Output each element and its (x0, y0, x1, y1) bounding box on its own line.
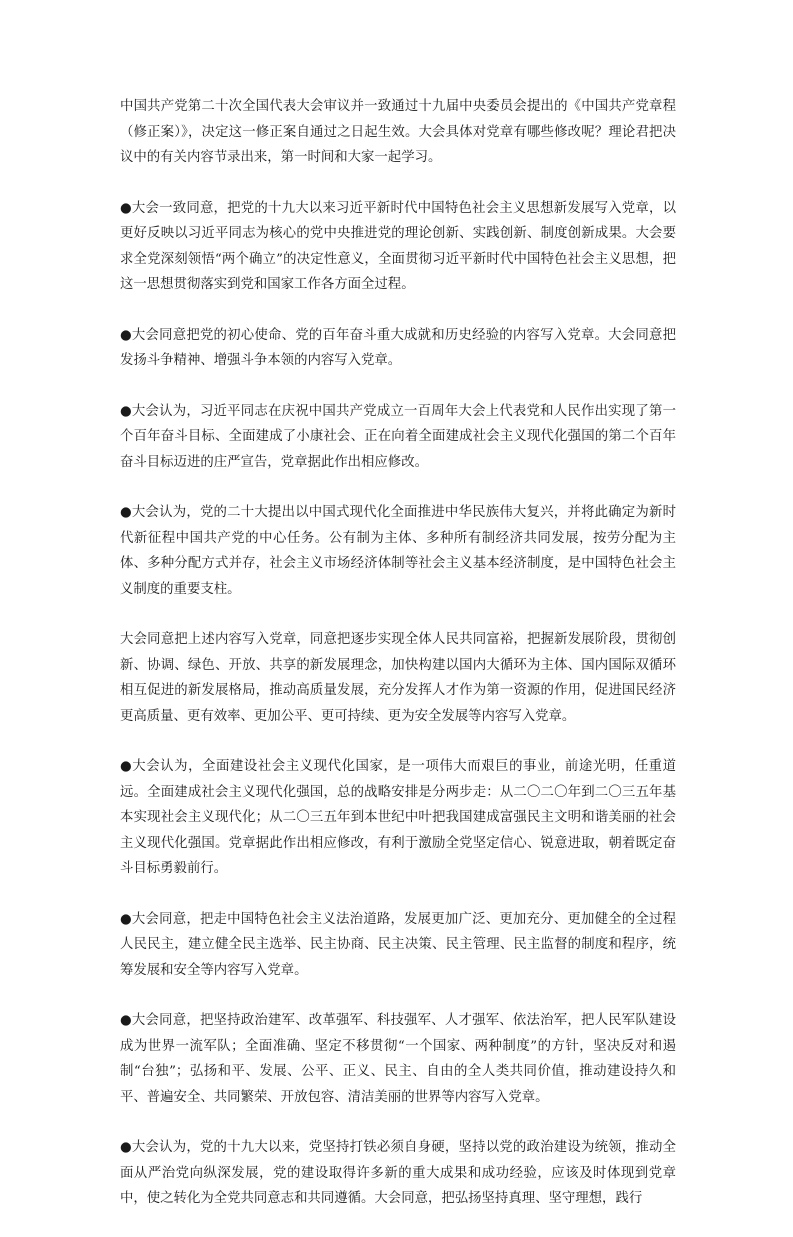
resolution-paragraph: ●大会认为，习近平同志在庆祝中国共产党成立一百周年大会上代表党和人民作出实现了第一个百年奋斗目标、全面建成了小康社会、正在向着全面建成社会主义现代化强国的第二个百年奋斗目标迈进的庄严宣告，党章据此作出相应修改。 (120, 403, 676, 470)
resolution-paragraph: ●大会一致同意，把党的十九大以来习近平新时代中国特色社会主义思想新发展写入党章，以更好反映以习近平同志为核心的党中央推进党的理论创新、实践创新、制度创新成果。大会要求全党深刻领悟“两个确立”的决定性意义，全面贯彻习近平新时代中国特色社会主义思想，把这一思想贯彻落实到党和国家工作各方面全过程。 (120, 200, 676, 292)
resolution-paragraph: ●大会认为，全面建设社会主义现代化国家，是一项伟大而艰巨的事业，前途光明，任重道远。全面建成社会主义现代化强国，总的战略安排是分两步走：从二〇二〇年到二〇三五年基本实现社会主义现代化；从二〇三五年到本世纪中叶把我国建成富强民主文明和谐美丽的社会主义现代化强国。党章据此作出相应修改，有利于激励全党坚定信心、锐意进取，朝着既定奋斗目标勇毅前行。 (120, 759, 676, 876)
document-body (120, 94, 676, 1237)
resolution-paragraph: 大会同意把上述内容写入党章，同意把逐步实现全体人民共同富裕，把握新发展阶段，贯彻创新、协调、绿色、开放、共享的新发展理念，加快构建以国内大循环为主体、国内国际双循环相互促进的新发展格局，推动高质量发展，充分发挥人才作为第一资源的作用，促进国民经济更高质量、更有效率、更加公平、更可持续、更为安全发展等内容写入党章。 (120, 632, 676, 724)
resolution-paragraph: ●大会认为，党的十九大以来，党坚持打铁必须自身硬，坚持以党的政治建设为统领，推动全面从严治党向纵深发展，党的建设取得许多新的重大成果和成功经验，应该及时体现到党章中，使之转化为全党共同意志和共同遵循。大会同意，把弘扬坚持真理、坚守理想，践行 (120, 1140, 676, 1206)
resolution-paragraph: ●大会同意，把走中国特色社会主义法治道路，发展更加广泛、更加充分、更加健全的全过程人民民主，建立健全民主选举、民主协商、民主决策、民主管理、民主监督的制度和程序，统筹发展和安全等内容写入党章。 (120, 911, 676, 978)
resolution-paragraph: ●大会同意，把坚持政治建军、改革强军、科技强军、人才强军、依法治军，把人民军队建设成为世界一流军队；全面准确、坚定不移贯彻“一个国家、两种制度”的方针，坚决反对和遏制“台独”；弘扬和平、发展、公平、正义、民主、自由的全人类共同价值，推动建设持久和平、普遍安全、共同繁荣、开放包容、清洁美丽的世界等内容写入党章。 (120, 1013, 676, 1105)
resolution-paragraph: ●大会认为，党的二十大提出以中国式现代化全面推进中华民族伟大复兴，并将此确定为新时代新征程中国共产党的中心任务。公有制为主体、多种所有制经济共同发展，按劳分配为主体、多种分配方式并存，社会主义市场经济体制等社会主义基本经济制度，是中国特色社会主义制度的重要支柱。 (120, 505, 676, 597)
resolution-paragraph: ●大会同意把党的初心使命、党的百年奋斗重大成就和历史经验的内容写入党章。大会同意把发扬斗争精神、增强斗争本领的内容写入党章。 (120, 327, 676, 368)
intro-paragraph: 中国共产党第二十次全国代表大会审议并一致通过十九届中央委员会提出的《中国共产党章程（修正案）》，决定这一修正案自通过之日起生效。大会具体对党章有哪些修改呢？理论君把决议中的有关内容节录出来，第一时间和大家一起学习。 (120, 99, 676, 165)
